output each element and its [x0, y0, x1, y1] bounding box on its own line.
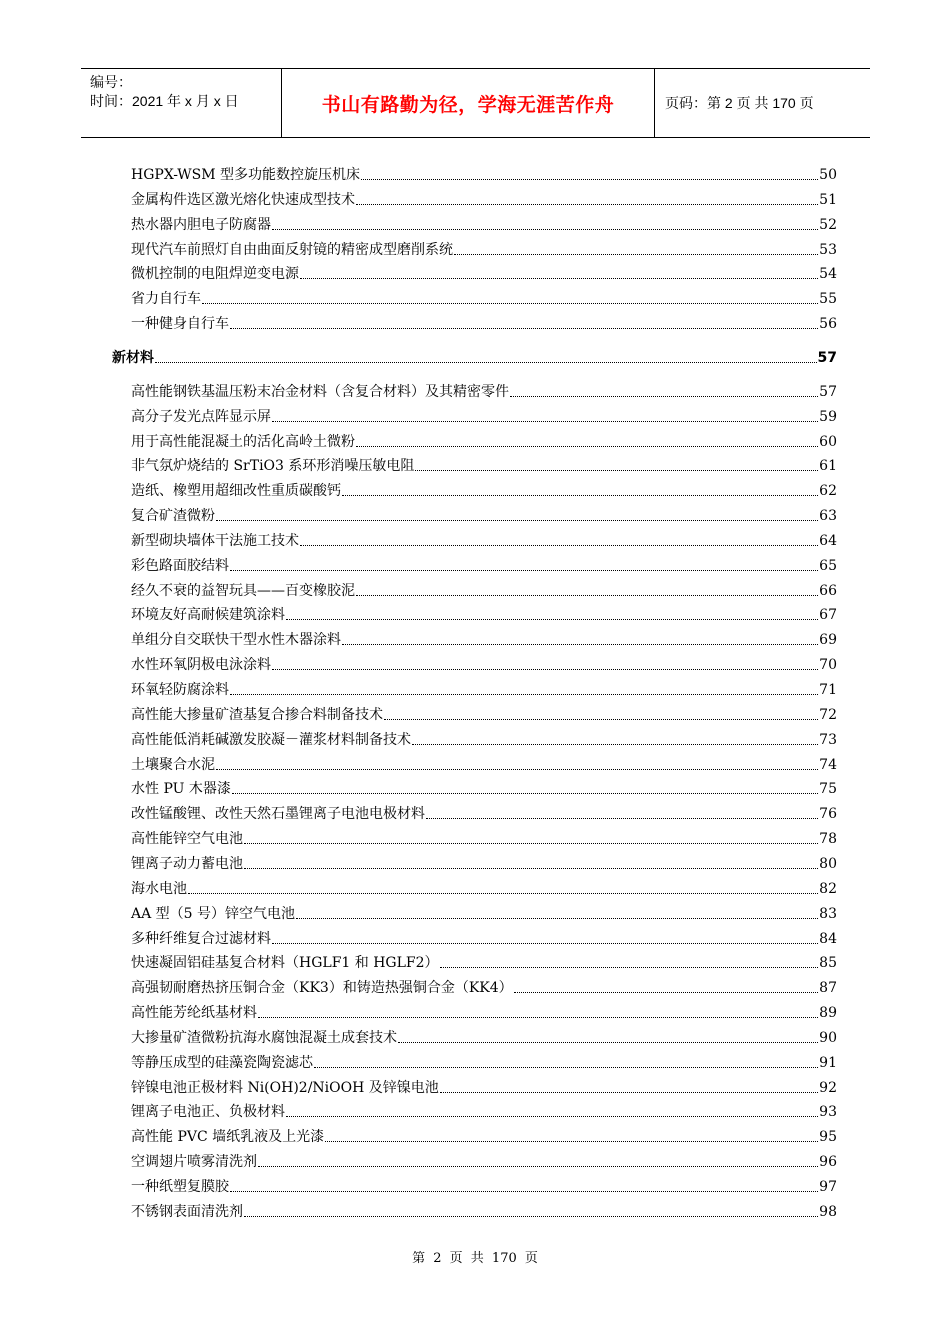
- toc-entry-title: 经久不衰的益智玩具——百变橡胶泥: [131, 583, 355, 599]
- toc-entry-title: 高分子发光点阵显示屏: [131, 409, 271, 425]
- toc-entry-title: 高性能芳纶纸基材料: [131, 1005, 257, 1021]
- toc-entry[interactable]: [131, 284, 837, 308]
- toc-entry-title: 非气氛炉烧结的 SrTiO3 系环形消噪压敏电阻: [131, 458, 415, 474]
- toc-entry-title: 水性环氧阴极电泳涂料: [131, 657, 271, 673]
- toc-entry[interactable]: [131, 650, 837, 674]
- toc-entry-page: 69: [819, 632, 837, 648]
- toc-entry-page: 61: [819, 458, 837, 474]
- toc-entry[interactable]: [131, 259, 837, 283]
- toc-dot-leader: [412, 743, 818, 745]
- toc-entry-page: 57: [817, 350, 837, 366]
- toc-entry[interactable]: [131, 799, 837, 823]
- toc-entry-page: 75: [819, 781, 837, 797]
- toc-entry[interactable]: [131, 750, 837, 774]
- toc-entry-page: 70: [819, 657, 837, 673]
- toc-dot-leader: [286, 1115, 818, 1117]
- toc-entry[interactable]: [131, 185, 837, 209]
- toc-entry[interactable]: [131, 675, 837, 699]
- toc-entry-title: 水性 PU 木器漆: [131, 781, 231, 797]
- toc-dot-leader: [325, 1140, 818, 1142]
- toc-dot-leader: [356, 445, 818, 447]
- toc-entry-title: 海水电池: [131, 881, 187, 897]
- toc-entry-page: 91: [819, 1055, 837, 1071]
- toc-entry[interactable]: [131, 998, 837, 1022]
- toc-dot-leader: [230, 569, 818, 571]
- toc-entry-title: 用于高性能混凝土的活化高岭土微粉: [131, 434, 355, 450]
- header-page-label: 页码：第 2 页 共 170 页: [665, 95, 814, 111]
- toc-entry[interactable]: [131, 1172, 837, 1196]
- toc-entry-title: 锂离子电池正、负极材料: [131, 1104, 285, 1120]
- toc-entry-page: 52: [819, 217, 837, 233]
- toc-entry-page: 78: [819, 831, 837, 847]
- toc-entry[interactable]: [131, 1073, 837, 1097]
- toc-entry-title: 复合矿渣微粉: [131, 508, 215, 524]
- toc-entry-page: 64: [819, 533, 837, 549]
- toc-entry[interactable]: [131, 774, 837, 798]
- toc-entry[interactable]: [131, 377, 837, 401]
- toc-dot-leader: [440, 966, 819, 968]
- toc-entry-title: 微机控制的电阻焊逆变电源: [131, 266, 299, 282]
- toc-dot-leader: [454, 253, 818, 255]
- toc-entry-page: 74: [819, 757, 837, 773]
- toc-dot-leader: [384, 718, 818, 720]
- toc-entry-title: 改性锰酸锂、改性天然石墨锂离子电池电极材料: [131, 806, 425, 822]
- toc-entry[interactable]: [131, 476, 837, 500]
- page-footer: 第 2 页 共 170 页: [412, 1251, 538, 1266]
- toc-entry-title: 环氧轻防腐涂料: [131, 682, 229, 698]
- toc-entry-title: 土壤聚合水泥: [131, 757, 215, 773]
- toc-entry[interactable]: [131, 160, 837, 184]
- toc-dot-leader: [342, 643, 818, 645]
- toc-dot-leader: [258, 1016, 818, 1018]
- document-time-label: 时间：2021 年 x 月 x 日: [90, 93, 239, 109]
- toc-entry-title: 新材料: [112, 350, 154, 366]
- toc-dot-leader: [230, 327, 818, 329]
- toc-dot-leader: [514, 991, 819, 993]
- toc-dot-leader: [155, 361, 817, 363]
- toc-entry-page: 54: [819, 266, 837, 282]
- toc-entry-page: 67: [819, 607, 837, 623]
- toc-dot-leader: [272, 668, 818, 670]
- toc-entry-title: 造纸、橡塑用超细改性重质碳酸钙: [131, 483, 341, 499]
- toc-entry-page: 97: [819, 1179, 837, 1195]
- toc-entry[interactable]: [131, 1048, 837, 1072]
- toc-entry-page: 55: [819, 291, 837, 307]
- toc-dot-leader: [510, 395, 818, 397]
- toc-entry-page: 83: [819, 906, 837, 922]
- toc-entry-title: 高性能钢铁基温压粉末冶金材料（含复合材料）及其精密零件: [131, 384, 509, 400]
- toc-entry-title: 新型砌块墙体干法施工技术: [131, 533, 299, 549]
- toc-dot-leader: [216, 519, 818, 521]
- toc-entry-title: 现代汽车前照灯自由曲面反射镜的精密成型磨削系统: [131, 242, 453, 258]
- header-info-cell: [81, 69, 282, 137]
- toc-entry-title: 多种纤维复合过滤材料: [131, 931, 271, 947]
- toc-entry-title: 大掺量矿渣微粉抗海水腐蚀混凝土成套技术: [131, 1030, 397, 1046]
- toc-dot-leader: [244, 867, 818, 869]
- toc-dot-leader: [300, 544, 818, 546]
- header-motto: 书山有路勤为径，学海无涯苦作舟: [282, 69, 655, 137]
- toc-entry-title: 不锈钢表面清洗剂: [131, 1204, 243, 1220]
- toc-entry-title: HGPX-WSM 型多功能数控旋压机床: [131, 167, 361, 183]
- toc-dot-leader: [230, 1190, 818, 1192]
- toc-entry-page: 66: [819, 583, 837, 599]
- toc-entry-title: 金属构件选区激光熔化快速成型技术: [131, 192, 355, 208]
- toc-entry-page: 71: [819, 682, 837, 698]
- toc-entry[interactable]: [131, 899, 837, 923]
- toc-entry-title: 高强韧耐磨热挤压铜合金（KK3）和铸造热强铜合金（KK4）: [131, 980, 513, 996]
- toc-dot-leader: [272, 228, 818, 230]
- toc-entry[interactable]: [131, 874, 837, 898]
- toc-entry-page: 76: [819, 806, 837, 822]
- toc-entry-title: 锂离子动力蓄电池: [131, 856, 243, 872]
- toc-entry[interactable]: [131, 824, 837, 848]
- toc-entry[interactable]: [131, 451, 837, 475]
- toc-entry-title: 热水器内胆电子防腐器: [131, 217, 271, 233]
- toc-entry-page: 53: [819, 242, 837, 258]
- toc-dot-leader: [440, 1091, 818, 1093]
- toc-dot-leader: [272, 942, 818, 944]
- toc-dot-leader: [216, 768, 818, 770]
- toc-entry[interactable]: [131, 1197, 837, 1221]
- toc-entry-page: 65: [819, 558, 837, 574]
- toc-entry-page: 95: [819, 1129, 837, 1145]
- toc-entry[interactable]: [131, 576, 837, 600]
- toc-entry-page: 80: [819, 856, 837, 872]
- toc-dot-leader: [244, 842, 818, 844]
- toc-entry-title: 空调翅片喷雾清洗剂: [131, 1154, 257, 1170]
- toc-entry-page: 82: [819, 881, 837, 897]
- toc-dot-leader: [244, 1215, 818, 1217]
- toc-entry-page: 89: [819, 1005, 837, 1021]
- toc-entry[interactable]: [131, 526, 837, 550]
- toc-entry-title: 一种纸塑复膜胶: [131, 1179, 229, 1195]
- toc-entry-page: 96: [819, 1154, 837, 1170]
- toc-entry[interactable]: [131, 309, 837, 333]
- toc-dot-leader: [361, 178, 818, 180]
- page-header: [81, 68, 870, 138]
- toc-dot-leader: [314, 1066, 818, 1068]
- toc-entry-title: 单组分自交联快干型水性木器涂料: [131, 632, 341, 648]
- toc-entry[interactable]: [131, 924, 837, 948]
- toc-entry-page: 60: [819, 434, 837, 450]
- toc-entry[interactable]: [131, 948, 837, 972]
- toc-dot-leader: [356, 594, 818, 596]
- toc-entry[interactable]: [131, 551, 837, 575]
- toc-dot-leader: [232, 792, 818, 794]
- toc-dot-leader: [415, 469, 818, 471]
- toc-entry[interactable]: [131, 600, 837, 624]
- toc-entry[interactable]: [131, 402, 837, 426]
- toc-entry[interactable]: [131, 235, 837, 259]
- toc-entry[interactable]: [131, 973, 837, 997]
- toc-entry[interactable]: [131, 210, 837, 234]
- toc-entry-page: 51: [819, 192, 837, 208]
- toc-entry-page: 92: [819, 1080, 837, 1096]
- toc-dot-leader: [296, 917, 818, 919]
- toc-entry-title: AA 型（5 号）锌空气电池: [131, 906, 296, 922]
- toc-entry-title: 高性能 PVC 墙纸乳液及上光漆: [131, 1129, 325, 1145]
- toc-entry[interactable]: [131, 625, 837, 649]
- toc-dot-leader: [398, 1041, 818, 1043]
- toc-entry-title: 锌镍电池正极材料 Ni(OH)2/NiOOH 及锌镍电池: [131, 1080, 439, 1096]
- document-number-label: 编号：: [90, 74, 132, 90]
- toc-entry-page: 57: [819, 384, 837, 400]
- toc-entry-title: 彩色路面胶结料: [131, 558, 229, 574]
- toc-entry-title: 一种健身自行车: [131, 316, 229, 332]
- toc-section-heading[interactable]: [112, 343, 837, 367]
- toc-entry-page: 56: [819, 316, 837, 332]
- toc-entry[interactable]: [131, 427, 837, 451]
- toc-entry-title: 等静压成型的硅藻瓷陶瓷滤芯: [131, 1055, 313, 1071]
- toc-dot-leader: [426, 817, 818, 819]
- toc-entry-title: 环境友好高耐候建筑涂料: [131, 607, 285, 623]
- toc-entry-page: 62: [819, 483, 837, 499]
- toc-entry-title: 高性能锌空气电池: [131, 831, 243, 847]
- toc-dot-leader: [258, 1165, 818, 1167]
- toc-entry-page: 90: [819, 1030, 837, 1046]
- toc-entry[interactable]: [131, 1097, 837, 1121]
- toc-entry-title: 省力自行车: [131, 291, 201, 307]
- toc-entry-page: 73: [819, 732, 837, 748]
- toc-entry-page: 87: [819, 980, 837, 996]
- toc-entry-title: 快速凝固铝硅基复合材料（HGLF1 和 HGLF2）: [131, 955, 439, 971]
- toc-entry[interactable]: [131, 700, 837, 724]
- toc-dot-leader: [342, 494, 818, 496]
- toc-dot-leader: [272, 420, 818, 422]
- toc-entry[interactable]: [131, 849, 837, 873]
- toc-entry-page: 50: [819, 167, 837, 183]
- toc-entry-page: 98: [819, 1204, 837, 1220]
- toc-entry[interactable]: [131, 725, 837, 749]
- toc-dot-leader: [202, 302, 818, 304]
- toc-entry-title: 高性能低消耗碱激发胶凝－灌浆材料制备技术: [131, 732, 411, 748]
- toc-entry-page: 63: [819, 508, 837, 524]
- toc-entry[interactable]: [131, 1122, 837, 1146]
- toc-entry-title: 高性能大掺量矿渣基复合掺合料制备技术: [131, 707, 383, 723]
- toc-entry[interactable]: [131, 501, 837, 525]
- toc-dot-leader: [230, 693, 818, 695]
- toc-entry-page: 93: [819, 1104, 837, 1120]
- toc-dot-leader: [356, 203, 818, 205]
- toc-entry-page: 85: [819, 955, 837, 971]
- toc-entry-page: 59: [819, 409, 837, 425]
- toc-dot-leader: [300, 277, 818, 279]
- toc-dot-leader: [188, 892, 818, 894]
- toc-dot-leader: [286, 618, 818, 620]
- toc-entry[interactable]: [131, 1147, 837, 1171]
- toc-entry-page: 72: [819, 707, 837, 723]
- toc-entry[interactable]: [131, 1023, 837, 1047]
- toc-entry-page: 84: [819, 931, 837, 947]
